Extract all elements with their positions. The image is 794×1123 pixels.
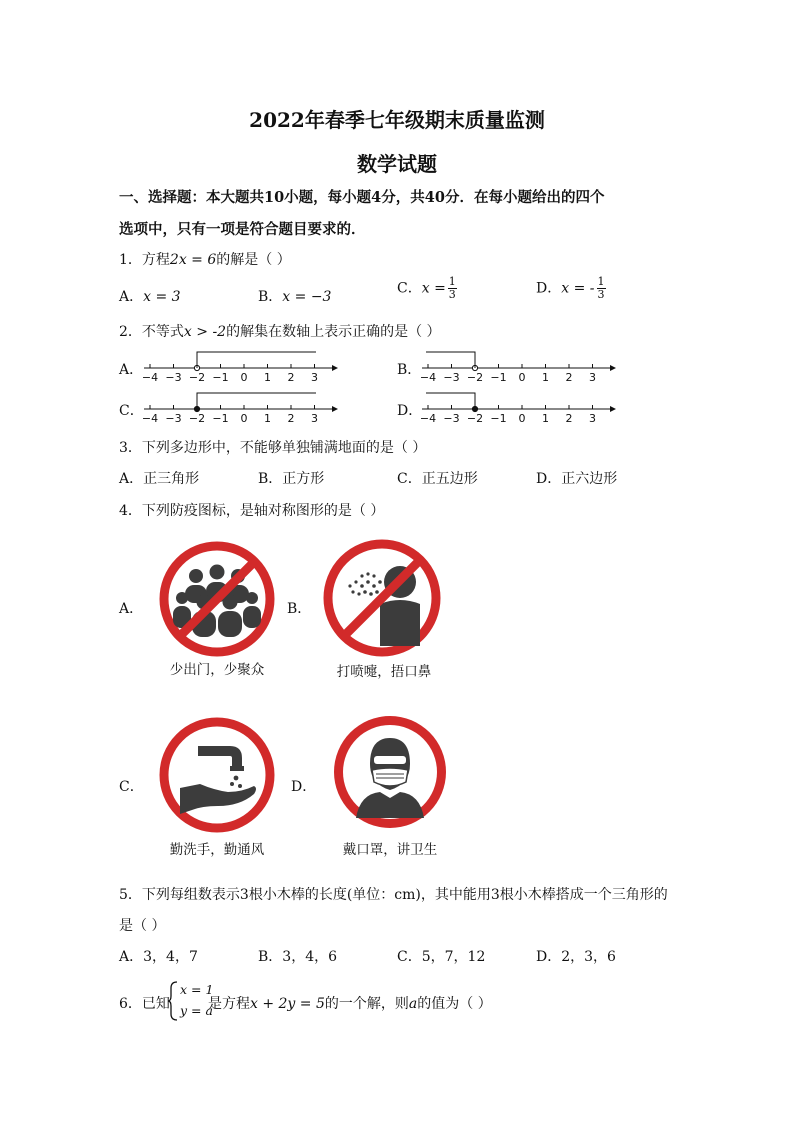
- q1-suffix: 的解是（ ）: [216, 252, 291, 268]
- option-label: B．: [258, 949, 283, 965]
- tick-label: −2: [188, 371, 206, 384]
- caption-c: 勤洗手，勤通风: [169, 842, 265, 858]
- tick-label: 2: [565, 412, 573, 425]
- number-line-c: [140, 386, 340, 426]
- tick-label: −2: [466, 371, 484, 384]
- tick-label: −4: [141, 412, 159, 425]
- option-text: 正三角形: [143, 471, 200, 487]
- q6-prefix: 6．已知: [119, 996, 170, 1012]
- q6-mid: 是方程: [208, 996, 250, 1012]
- option-text: 2，3，6: [561, 949, 616, 965]
- tick-label: −1: [490, 371, 507, 384]
- section-heading-line2: 选项中，只有一项是符合题目要求的．: [119, 221, 366, 238]
- tick-label: 2: [287, 371, 295, 384]
- page-subtitle: 数学试题: [357, 152, 437, 176]
- tick-label: −1: [490, 412, 507, 425]
- option-expr: x = −3: [282, 289, 332, 305]
- number-line-a: [140, 345, 340, 385]
- q4-label-d[interactable]: D．: [291, 779, 317, 795]
- option-label: D．: [536, 280, 562, 297]
- q4-label-b[interactable]: B．: [287, 601, 312, 617]
- fraction-numerator: 1: [448, 275, 456, 288]
- tick-label: −4: [141, 371, 159, 384]
- tick-label: −4: [419, 412, 437, 425]
- q2-label-b[interactable]: B．: [397, 362, 422, 378]
- q2-inequality: x > -2: [183, 324, 227, 340]
- tick-label: 0: [240, 412, 248, 425]
- question-4: 4．下列防疫图标，是轴对称图形的是（ ）: [119, 503, 385, 519]
- option-label: D．: [536, 471, 562, 487]
- tick-label: 2: [287, 412, 295, 425]
- tick-group: [142, 364, 318, 384]
- sneeze-prohibited-icon[interactable]: [322, 538, 442, 658]
- q5-option-b[interactable]: [258, 946, 337, 966]
- brace-icon: [167, 980, 179, 1022]
- tick-group: [420, 364, 596, 384]
- tick-label: −4: [419, 371, 437, 384]
- option-text: 正方形: [282, 471, 325, 487]
- q2-prefix: 2．不等式: [119, 324, 184, 340]
- option-expr: x =: [421, 280, 446, 297]
- fraction: [597, 276, 606, 301]
- tick-label: −3: [165, 412, 182, 425]
- q6-suffix1: 的一个解，则: [324, 996, 409, 1012]
- tick-label: −1: [212, 371, 229, 384]
- q5-option-d[interactable]: [536, 946, 616, 966]
- question-6-rest: [208, 993, 492, 1013]
- q1-option-c[interactable]: [397, 276, 457, 301]
- option-label: B．: [258, 289, 283, 305]
- q2-label-c[interactable]: C．: [119, 403, 144, 419]
- q1-equation: 2x = 6: [169, 252, 217, 268]
- tick-label: 3: [589, 412, 596, 425]
- option-text: 5，7，12: [421, 949, 486, 965]
- fraction-denominator: 3: [448, 288, 456, 301]
- tick-label: 1: [264, 412, 271, 425]
- q4-label-c[interactable]: C．: [119, 779, 144, 795]
- tick-label: 0: [240, 371, 248, 384]
- tick-label: 3: [311, 412, 318, 425]
- tick-label: 3: [311, 371, 318, 384]
- option-text: 3，4，7: [143, 949, 198, 965]
- page-title: 2022年春季七年级期末质量监测: [249, 108, 545, 132]
- face-mask-icon[interactable]: [330, 712, 450, 832]
- q3-option-c[interactable]: [397, 468, 478, 488]
- q1-option-b[interactable]: [258, 286, 331, 306]
- q2-suffix: 的解集在数轴上表示正确的是（ ）: [226, 324, 441, 340]
- tick-label: −3: [443, 412, 460, 425]
- option-expr: x = 3: [143, 289, 181, 305]
- tick-label: −1: [212, 412, 229, 425]
- caption-b: 打喷嚏，捂口鼻: [336, 664, 432, 680]
- q3-option-b[interactable]: [258, 468, 324, 488]
- tick-label: 2: [565, 371, 573, 384]
- q5-option-a[interactable]: [119, 946, 198, 966]
- q3-option-a[interactable]: [119, 468, 199, 488]
- q6-equation: x + 2y = 5: [250, 996, 325, 1012]
- tick-label: 0: [518, 412, 526, 425]
- tick-label: −2: [188, 412, 206, 425]
- q1-prefix: 1．方程: [119, 252, 170, 268]
- option-text: 正六边形: [561, 471, 618, 487]
- q6-system-eq2: y = a: [180, 1003, 213, 1018]
- option-label: C．: [397, 280, 422, 297]
- number-line-b: [418, 345, 618, 385]
- fraction: [448, 276, 457, 301]
- q4-label-a[interactable]: A．: [119, 601, 144, 617]
- q5-option-c[interactable]: [397, 946, 485, 966]
- tick-label: 3: [589, 371, 596, 384]
- tick-group: [142, 405, 318, 425]
- q6-var: a: [408, 996, 418, 1012]
- question-2: [119, 321, 441, 341]
- q2-label-a[interactable]: A．: [119, 362, 144, 378]
- tick-label: 1: [542, 412, 549, 425]
- option-label: B．: [258, 471, 283, 487]
- q3-option-d[interactable]: [536, 468, 617, 488]
- number-line-d: [418, 386, 618, 426]
- tick-label: −3: [443, 371, 460, 384]
- question-3: 3．下列多边形中，不能够单独铺满地面的是（ ）: [119, 440, 427, 456]
- option-label: D．: [536, 949, 562, 965]
- question-6: [119, 993, 170, 1013]
- question-5-line2: 是（ ）: [119, 918, 166, 934]
- section-heading-line1: 一、选择题：本大题共10小题，每小题4分，共40分．在每小题给出的四个: [119, 189, 605, 206]
- hand-washing-icon[interactable]: [158, 716, 276, 834]
- q1-option-d[interactable]: [536, 276, 606, 301]
- option-text: 正五边形: [421, 471, 478, 487]
- option-label: C．: [397, 949, 422, 965]
- caption-d: 戴口罩，讲卫生: [342, 842, 438, 858]
- option-label: A．: [119, 289, 144, 305]
- tick-label: 1: [542, 371, 549, 384]
- fraction-denominator: 3: [597, 288, 605, 301]
- q6-system-eq1: x = 1: [180, 982, 214, 997]
- tick-label: −3: [165, 371, 182, 384]
- tick-label: 0: [518, 371, 526, 384]
- tick-group: [420, 405, 596, 425]
- option-label: C．: [397, 471, 422, 487]
- option-label: A．: [119, 949, 144, 965]
- q2-label-d[interactable]: D．: [397, 403, 423, 419]
- question-1: [119, 249, 291, 269]
- tick-label: −2: [466, 412, 484, 425]
- option-expr: x = -: [561, 280, 595, 297]
- q6-suffix2: 的值为（ ）: [417, 996, 492, 1012]
- fraction-numerator: 1: [597, 275, 605, 288]
- option-text: 3，4，6: [282, 949, 338, 965]
- q1-option-a[interactable]: [119, 286, 181, 306]
- option-label: A．: [119, 471, 144, 487]
- crowd-prohibited-icon[interactable]: [158, 540, 276, 658]
- question-5-line1: 5．下列每组数表示3根小木棒的长度(单位：cm)，其中能用3根小木棒搭成一个三角形的: [119, 887, 668, 903]
- caption-a: 少出门，少聚众: [169, 662, 265, 678]
- tick-label: 1: [264, 371, 271, 384]
